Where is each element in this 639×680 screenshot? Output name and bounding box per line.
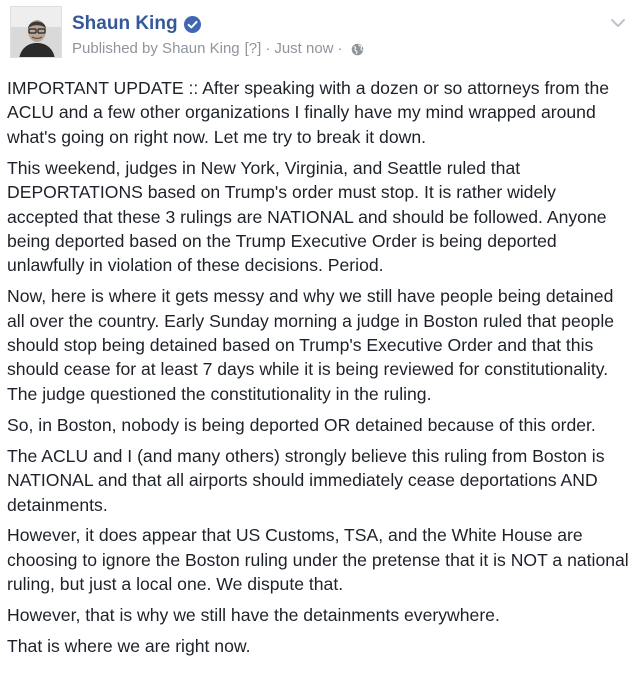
post-paragraph: Now, here is where it gets messy and why we still have people being detained all over the country. Early Sunday morning a judge in Boston ruled that people should stop being detained based on Trump's Executive Order and that this should cease for at least 7 days while it is being reviewed for constitutionality. The judge questioned the constitutionality in the ruling. xyxy=(7,286,615,404)
post-timestamp[interactable]: Just now xyxy=(274,40,334,57)
verified-badge-icon xyxy=(184,16,201,33)
globe-icon[interactable] xyxy=(351,43,364,56)
avatar[interactable] xyxy=(10,6,62,58)
post-paragraph: This weekend, judges in New York, Virginia, and Seattle ruled that DEPORTATIONS based on Trump's order must stop. It is rather widely accepted that these 3 rulings are NATIONAL and should be followed. Anyone being deported based on the Trump Executive Order is being deported unlawfully in violation of these decisions. Period. xyxy=(7,157,607,276)
author-name-link[interactable]: Shaun King xyxy=(72,13,178,34)
meta-separator-2: · xyxy=(337,40,343,57)
post-paragraph: However, that is why we still have the detainments everywhere. xyxy=(7,605,500,626)
chevron-down-icon[interactable] xyxy=(610,18,626,28)
author-row xyxy=(72,13,201,35)
post-paragraph: So, in Boston, nobody is being deported OR detained because of this order. xyxy=(7,414,596,435)
post-meta xyxy=(72,40,364,58)
post-paragraph: That is where we are right now. xyxy=(7,636,251,657)
profile-photo-icon xyxy=(11,7,62,58)
help-link[interactable]: [?] xyxy=(244,40,262,57)
post-paragraph: However, it does appear that US Customs, TSA, and the White House are choosing to ignore the Boston ruling under the pretense that it is NOT a national ruling, but just a local one. We dispute that. xyxy=(7,525,629,595)
post-body xyxy=(7,76,632,665)
post-header xyxy=(10,6,630,60)
meta-separator: · xyxy=(265,40,271,57)
post-paragraph: IMPORTANT UPDATE :: After speaking with a dozen or so attorneys from the ACLU and a few other organizations I finally have my mind wrapped around what's going on right now. Let me try to break it down. xyxy=(7,78,610,147)
post-paragraph: The ACLU and I (and many others) strongly believe this ruling from Boston is NATIONAL and that all airports should immediately cease deportations AND detainments. xyxy=(7,445,605,515)
published-by-label[interactable]: Published by Shaun King xyxy=(72,40,240,57)
